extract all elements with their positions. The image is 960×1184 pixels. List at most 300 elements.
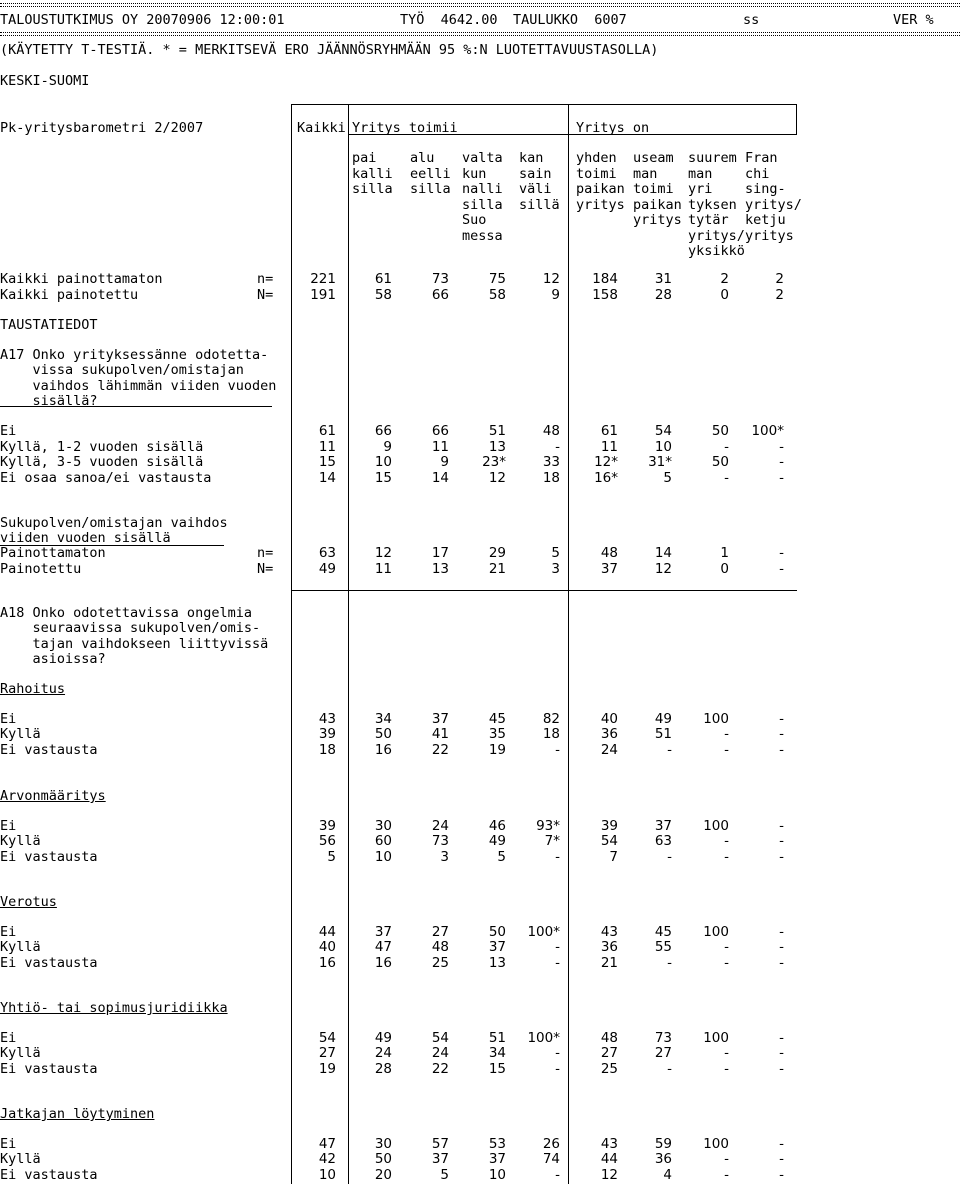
table-cell: 16* — [594, 470, 618, 486]
section-divider — [291, 590, 797, 591]
column-header-line: useam — [633, 150, 674, 166]
column-header-line: kan — [519, 150, 544, 166]
table-cell: 60 — [374, 833, 392, 850]
column-header-line: valta — [462, 150, 503, 166]
column-header-line: yri — [688, 181, 713, 197]
question-underline — [0, 406, 272, 407]
row-key: n= — [257, 545, 274, 561]
table-cell: 39 — [600, 818, 618, 834]
question-text: A18 Onko odotettavissa ongelmia — [0, 605, 252, 621]
col-kaikki: Kaikki — [297, 120, 346, 136]
column-header-line: eelli — [410, 165, 451, 182]
row-label: Ei vastausta — [0, 1060, 98, 1077]
table-cell: - — [555, 741, 560, 758]
table-cell: - — [724, 1045, 729, 1062]
table-cell: 14 — [318, 470, 336, 486]
table-cell: 100 — [703, 818, 729, 834]
table-cell: 184 — [592, 271, 618, 287]
row-label: Kaikki painotettu — [0, 287, 139, 303]
table-cell: 49 — [374, 1030, 392, 1046]
table-cell: - — [555, 939, 560, 956]
table-cell: 28 — [654, 287, 672, 303]
table-cell: 53 — [488, 1136, 506, 1152]
question-text: sisällä? — [0, 392, 98, 409]
table-cell: 5 — [497, 848, 506, 865]
header-top-line — [291, 104, 797, 105]
table-cell: - — [779, 1030, 784, 1046]
table-cell: 34 — [488, 1045, 506, 1062]
table-cell: 28 — [374, 1060, 392, 1077]
table-cell: 14 — [654, 545, 672, 561]
table-cell: - — [779, 470, 784, 486]
table-cell: 2 — [775, 287, 784, 303]
table-cell: 3 — [551, 561, 560, 577]
table-cell: 31 — [654, 271, 672, 287]
table-cell: - — [779, 711, 784, 727]
table-cell: 48 — [600, 1030, 618, 1046]
table-cell: - — [779, 939, 784, 956]
table-cell: 66 — [431, 287, 449, 303]
table-cell: 51 — [654, 726, 672, 743]
table-cell: 39 — [318, 818, 336, 834]
region-label: KESKI-SUOMI — [0, 73, 90, 89]
table-cell: 19 — [318, 1060, 336, 1077]
table-cell: 82 — [542, 711, 560, 727]
column-header-line: yhden — [576, 150, 617, 166]
table-cell: 63 — [654, 833, 672, 850]
column-header-line: silla — [410, 181, 451, 197]
table-cell: 37 — [374, 924, 392, 940]
row-label: Kyllä — [0, 726, 41, 743]
table-cell: 37 — [488, 939, 506, 956]
table-cell: 12 — [488, 470, 506, 486]
table-cell: 30 — [374, 818, 392, 834]
table-cell: 15 — [374, 470, 392, 486]
table-cell: - — [779, 1151, 784, 1168]
table-cell: 58 — [488, 287, 506, 303]
table-cell: 61 — [600, 423, 618, 439]
row-label: Kyllä — [0, 1151, 41, 1168]
table-cell: 41 — [431, 726, 449, 743]
table-cell: - — [724, 726, 729, 743]
table-cell: 43 — [318, 711, 336, 727]
table-cell: 73 — [431, 833, 449, 850]
test-note: (KÄYTETTY T-TESTIÄ. * = MERKITSEVÄ ERO JÄÄNNÖSRYHMÄÄN 95 %:N LUOTETTAVUUSTASOLLA) — [0, 42, 659, 58]
table-cell: 37 — [431, 1151, 449, 1168]
table-cell: 100 — [703, 924, 729, 940]
col-divider-1 — [291, 104, 292, 1184]
row-label: Ei vastausta — [0, 848, 98, 865]
table-cell: - — [667, 954, 672, 971]
table-cell: 18 — [542, 470, 560, 486]
table-cell: 5 — [551, 545, 560, 561]
table-cell: 1 — [720, 545, 729, 561]
table-cell: 37 — [488, 1151, 506, 1168]
table-cell: 7* — [544, 833, 560, 850]
row-label: Ei vastausta — [0, 1166, 98, 1183]
table-cell: 73 — [431, 271, 449, 287]
table-cell: 27 — [318, 1045, 336, 1062]
column-header-line: man — [688, 165, 713, 182]
table-cell: 12 — [600, 1166, 618, 1183]
table-cell: - — [555, 954, 560, 971]
table-cell: 22 — [431, 741, 449, 758]
table-cell: 21 — [600, 954, 618, 971]
table-cell: 63 — [318, 545, 336, 561]
table-cell: 221 — [310, 271, 336, 287]
column-header-line: suurem — [688, 150, 737, 166]
table-cell: 100 — [703, 1030, 729, 1046]
table-cell: - — [779, 1166, 784, 1183]
column-header-line: paikan — [576, 181, 625, 197]
column-header-line: sain — [519, 165, 552, 182]
table-cell: 11 — [318, 439, 336, 455]
column-header-line: silla — [352, 181, 393, 197]
row-label: Ei osaa sanoa/ei vastausta — [0, 470, 212, 486]
table-cell: 54 — [431, 1030, 449, 1046]
table-cell: 10 — [318, 1166, 336, 1183]
table-cell: 47 — [318, 1136, 336, 1152]
column-header-line: sing- — [745, 181, 786, 197]
table-cell: 25 — [431, 954, 449, 971]
table-cell: 5 — [440, 1166, 449, 1183]
table-cell: 61 — [374, 271, 392, 287]
table-cell: 10 — [488, 1166, 506, 1183]
column-header-line: tyksen — [688, 196, 737, 213]
row-label: Ei — [0, 818, 17, 834]
column-header-line: yritys/ — [745, 196, 802, 213]
table-cell: - — [779, 1045, 784, 1062]
table-cell: - — [779, 848, 784, 865]
row-label: Ei — [0, 1136, 17, 1152]
subsection-title: Jatkajan löytyminen — [0, 1106, 155, 1122]
survey-title: Pk-yritysbarometri 2/2007 — [0, 120, 204, 136]
table-cell: 17 — [431, 545, 449, 561]
column-header-line: nalli — [462, 181, 503, 197]
row-label: Kyllä, 3-5 vuoden sisällä — [0, 454, 204, 470]
table-cell: 44 — [318, 924, 336, 940]
table-cell: 14 — [431, 470, 449, 486]
section-title: TAUSTATIEDOT — [0, 317, 98, 333]
column-header-line: pai — [352, 150, 377, 166]
table-cell: 19 — [488, 741, 506, 758]
question-text: A17 Onko yrityksessänne odotetta- — [0, 347, 269, 363]
table-cell: 191 — [310, 287, 336, 303]
question-text: vissa sukupolven/omistajan — [0, 362, 244, 379]
column-header-line: yritys — [745, 227, 794, 244]
table-cell: 5 — [327, 848, 336, 865]
subsection-title: Arvonmääritys — [0, 788, 106, 804]
table-cell: 18 — [318, 741, 336, 758]
col-divider-2 — [348, 104, 349, 1184]
column-header-line: tytär — [688, 212, 729, 228]
table-cell: 16 — [318, 954, 336, 971]
job-number: TYÖ 4642.00 — [400, 12, 498, 28]
table-cell: 3 — [440, 848, 449, 865]
table-cell: - — [667, 741, 672, 758]
column-header-line: Suo — [462, 212, 487, 228]
table-cell: - — [779, 818, 784, 834]
table-cell: 50 — [374, 726, 392, 743]
table-cell: 40 — [600, 711, 618, 727]
column-header-line: yritys/ — [688, 227, 745, 244]
table-cell: 21 — [488, 561, 506, 577]
table-cell: - — [555, 1060, 560, 1077]
table-cell: - — [779, 726, 784, 743]
column-header-line: man — [633, 165, 658, 182]
row-label: Painottamaton — [0, 545, 106, 561]
table-cell: - — [779, 439, 784, 455]
table-cell: 47 — [374, 939, 392, 956]
column-header-line: chi — [745, 165, 770, 182]
table-cell: 50 — [711, 454, 729, 470]
base-title: viiden vuoden sisällä — [0, 530, 171, 546]
row-label: Kyllä — [0, 833, 41, 850]
top-rule-2 — [0, 6, 960, 7]
column-header-line: toimi — [576, 165, 617, 182]
table-cell: 39 — [318, 726, 336, 743]
table-cell: - — [724, 954, 729, 971]
column-header-line: ketju — [745, 212, 786, 228]
row-label: Painotettu — [0, 561, 82, 577]
table-cell: 36 — [600, 939, 618, 956]
table-cell: 25 — [600, 1060, 618, 1077]
version-label: VER % — [893, 12, 934, 28]
table-cell: 11 — [600, 439, 618, 455]
table-cell: 55 — [654, 939, 672, 956]
table-cell: 48 — [431, 939, 449, 956]
table-cell: 18 — [542, 726, 560, 743]
table-cell: 51 — [488, 423, 506, 439]
column-header-line: kalli — [352, 165, 393, 182]
row-label: Ei — [0, 924, 17, 940]
table-cell: - — [555, 848, 560, 865]
table-cell: 13 — [431, 561, 449, 577]
table-cell: 0 — [720, 287, 729, 303]
group-yritys-toimii: Yritys toimii — [352, 120, 458, 136]
table-cell: 45 — [488, 711, 506, 727]
subsection-title: Verotus — [0, 894, 57, 910]
table-cell: - — [555, 439, 560, 455]
table-cell: 48 — [600, 545, 618, 561]
table-cell: - — [724, 939, 729, 956]
report-title: TALOUSTUTKIMUS OY 20070906 12:00:01 — [0, 12, 285, 28]
subsection-title: Yhtiö- tai sopimusjuridiikka — [0, 1000, 228, 1016]
group-yritys-on: Yritys on — [576, 120, 650, 136]
table-cell: 54 — [654, 423, 672, 439]
header-rule — [0, 32, 960, 33]
row-label: Ei — [0, 1030, 17, 1046]
table-cell: 74 — [542, 1151, 560, 1168]
table-cell: 43 — [600, 1136, 618, 1152]
table-cell: 9 — [383, 439, 392, 455]
table-cell: 24 — [600, 741, 618, 758]
row-key: n= — [257, 271, 274, 287]
row-label: Kaikki painottamaton — [0, 271, 163, 287]
table-cell: 73 — [654, 1030, 672, 1046]
table-cell: 13 — [488, 439, 506, 455]
row-label: Ei — [0, 423, 17, 439]
column-header-line: paikan — [633, 196, 682, 213]
table-cell: 100* — [751, 423, 784, 439]
table-cell: - — [555, 1045, 560, 1062]
row-key: N= — [257, 287, 274, 303]
table-cell: 20 — [374, 1166, 392, 1183]
table-cell: - — [779, 833, 784, 850]
table-cell: - — [779, 545, 784, 561]
table-cell: - — [779, 561, 784, 577]
table-cell: 27 — [654, 1045, 672, 1062]
subsection-title: Rahoitus — [0, 681, 66, 697]
table-cell: - — [779, 954, 784, 971]
table-cell: - — [779, 741, 784, 758]
table-cell: 30 — [374, 1136, 392, 1152]
table-cell: 26 — [542, 1136, 560, 1152]
table-cell: 24 — [431, 818, 449, 834]
table-cell: - — [779, 454, 784, 470]
question-text: asioissa? — [0, 650, 106, 667]
table-cell: 37 — [654, 818, 672, 834]
header-rule-2 — [0, 35, 960, 36]
table-cell: 34 — [374, 711, 392, 727]
table-cell: 58 — [374, 287, 392, 303]
table-cell: 9 — [551, 287, 560, 303]
table-cell: 7 — [609, 848, 618, 865]
table-cell: 15 — [488, 1060, 506, 1077]
table-cell: 51 — [488, 1030, 506, 1046]
question-text: vaihdos lähimmän viiden vuoden — [0, 377, 277, 394]
table-cell: 10 — [374, 848, 392, 865]
table-cell: 49 — [654, 711, 672, 727]
table-cell: - — [779, 924, 784, 940]
column-header-line: messa — [462, 227, 503, 244]
table-cell: 50 — [374, 1151, 392, 1168]
table-cell: 66 — [374, 423, 392, 439]
table-cell: 93* — [536, 818, 560, 834]
table-cell: 42 — [318, 1151, 336, 1168]
table-cell: 15 — [318, 454, 336, 470]
table-cell: 50 — [488, 924, 506, 940]
table-cell: 44 — [600, 1151, 618, 1168]
table-cell: 100* — [527, 1030, 560, 1046]
table-cell: 37 — [431, 711, 449, 727]
table-cell: 9 — [440, 454, 449, 470]
table-cell: 22 — [431, 1060, 449, 1077]
top-rule — [0, 3, 960, 4]
table-cell: 13 — [488, 954, 506, 971]
column-header-line: yksikkö — [688, 243, 745, 259]
table-cell: 100 — [703, 711, 729, 727]
table-cell: 2 — [720, 271, 729, 287]
table-cell: - — [724, 470, 729, 486]
table-cell: 40 — [318, 939, 336, 956]
column-header-line: Fran — [745, 150, 778, 166]
table-cell: 35 — [488, 726, 506, 743]
row-label: Ei vastausta — [0, 741, 98, 758]
row-label: Kyllä, 1-2 vuoden sisällä — [0, 439, 204, 455]
table-cell: 59 — [654, 1136, 672, 1152]
column-header-line: yritys — [633, 212, 682, 228]
question-text: tajan vaihdokseen liittyvissä — [0, 635, 269, 652]
table-number: TAULUKKO 6007 — [513, 12, 627, 28]
table-cell: 100 — [703, 1136, 729, 1152]
row-label: Ei — [0, 711, 17, 727]
table-cell: - — [724, 833, 729, 850]
column-header-line: silla — [462, 196, 503, 213]
table-cell: 29 — [488, 545, 506, 561]
row-label: Kyllä — [0, 1045, 41, 1062]
column-header-line: yritys — [576, 196, 625, 213]
table-cell: 46 — [488, 818, 506, 834]
table-cell: 57 — [431, 1136, 449, 1152]
table-cell: 24 — [431, 1045, 449, 1062]
table-cell: 54 — [600, 833, 618, 850]
table-cell: 100* — [527, 924, 560, 940]
table-cell: 45 — [654, 924, 672, 940]
row-key: N= — [257, 561, 274, 577]
base-title: Sukupolven/omistajan vaihdos — [0, 515, 228, 531]
column-header-line: kun — [462, 165, 487, 182]
table-cell: 43 — [600, 924, 618, 940]
table-cell: - — [667, 1060, 672, 1077]
table-cell: - — [724, 1060, 729, 1077]
column-header-line: väli — [519, 181, 552, 197]
table-cell: 10 — [374, 454, 392, 470]
table-cell: 66 — [431, 423, 449, 439]
table-cell: - — [724, 1151, 729, 1168]
table-cell: 61 — [318, 423, 336, 439]
column-header-line: alu — [410, 150, 435, 166]
table-cell: 12 — [374, 545, 392, 561]
table-cell: - — [779, 1136, 784, 1152]
table-cell: - — [779, 1060, 784, 1077]
table-cell: 11 — [431, 439, 449, 455]
table-cell: 11 — [374, 561, 392, 577]
col-divider-3 — [568, 104, 569, 1184]
col-divider-4 — [796, 104, 797, 135]
table-cell: 48 — [542, 423, 560, 439]
table-cell: 5 — [663, 470, 672, 486]
table-cell: 50 — [711, 423, 729, 439]
table-cell: 49 — [488, 833, 506, 850]
table-cell: 31* — [648, 454, 672, 470]
table-cell: 37 — [600, 561, 618, 577]
table-cell: - — [724, 848, 729, 865]
table-cell: 12 — [542, 271, 560, 287]
table-cell: - — [555, 1166, 560, 1183]
column-header-line: sillä — [519, 196, 560, 213]
table-cell: 12 — [654, 561, 672, 577]
table-cell: - — [724, 1166, 729, 1183]
table-cell: 16 — [374, 954, 392, 971]
row-label: Ei vastausta — [0, 954, 98, 971]
question-text: seuraavissa sukupolven/omis- — [0, 620, 261, 637]
row-label: Kyllä — [0, 939, 41, 956]
column-header-line: toimi — [633, 181, 674, 197]
table-cell: 49 — [318, 561, 336, 577]
table-cell: 36 — [600, 726, 618, 743]
table-cell: 56 — [318, 833, 336, 850]
table-cell: 0 — [720, 561, 729, 577]
table-cell: 27 — [600, 1045, 618, 1062]
table-cell: 36 — [654, 1151, 672, 1168]
table-cell: - — [667, 848, 672, 865]
table-cell: 12* — [594, 454, 618, 470]
table-cell: 27 — [431, 924, 449, 940]
table-cell: 158 — [592, 287, 618, 303]
table-cell: 4 — [663, 1166, 672, 1183]
table-cell: 10 — [654, 439, 672, 455]
